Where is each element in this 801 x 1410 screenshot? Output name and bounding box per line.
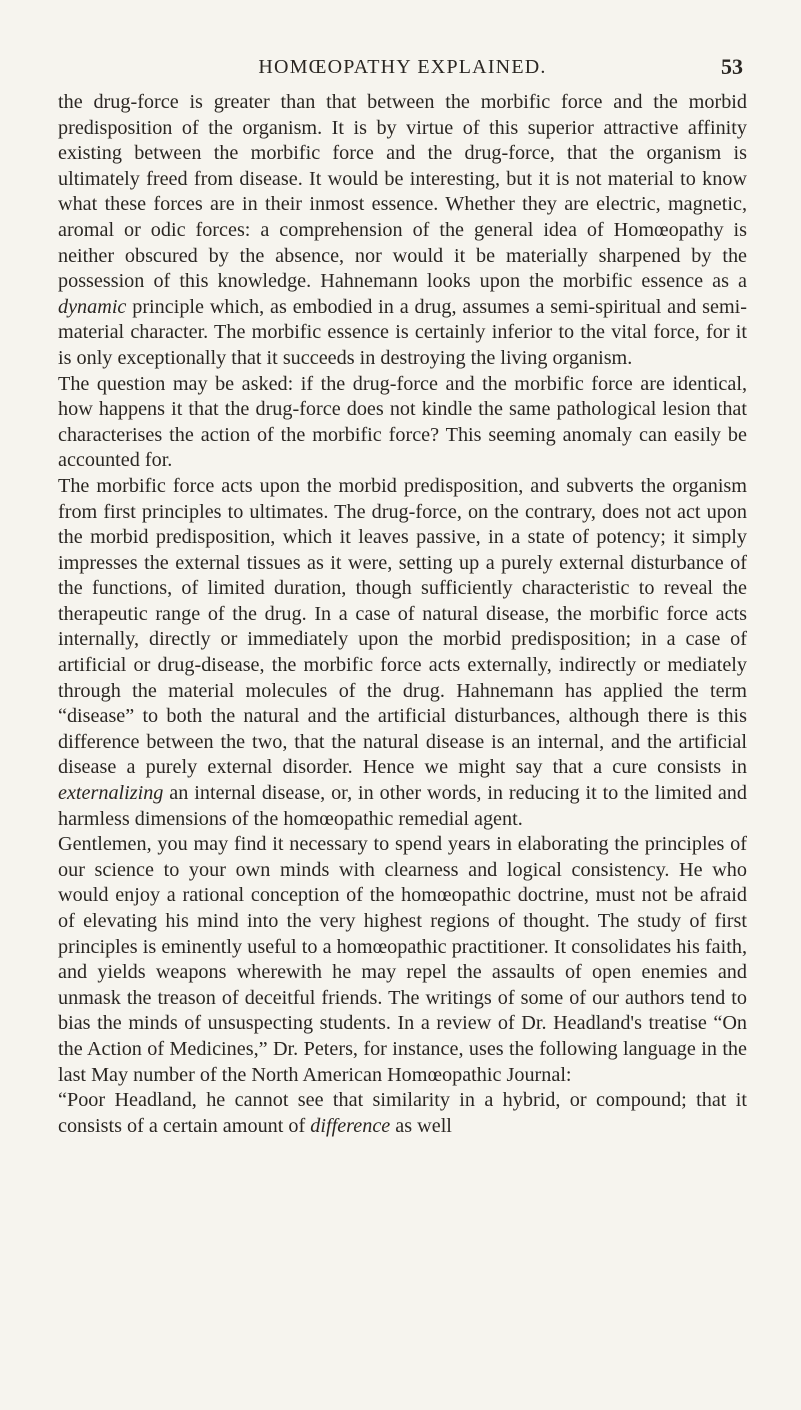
page-number: 53 (721, 54, 743, 79)
text-run: as well (390, 1114, 452, 1137)
text-run: The morbific force acts upon the morbid predisposition, and subverts the organism from first principles to ultimates. The drug-force, on the contrary, does not act upon the morbid predisposition, which it leaves passive, in a state of potency; it simply impresses the external tissues as it were, setting up a purely external disturbance of the functions, of limited duration, though sufficiently characteristic to reveal the therapeutic range of the drug. In a case of natural disease, the morbific force acts internally, directly or immediately upon the morbid predisposition; in a case of artificial or drug-disease, the morbific force acts externally, indirectly or mediately through the material molecules of the drug. Hahnemann has applied the term “disease” to both the natural and the artificial disturbances, although there is this difference between the two, that the natural disease is an internal, and the artificial disease a purely external disorder. Hence we might say that a cure consists in (58, 474, 747, 779)
running-title: HOMŒOPATHY EXPLAINED. (258, 56, 547, 78)
text-run: the drug-force is greater than that between the morbific force and the morbid predisposition of the organism. It is by virtue of this superior attractive affinity existing between the morbific force and the drug-force, that the organism is ultimately freed from disease. It would be interesting, but it is not material to know what these forces are in their inmost essence. Whether they are electric, magnetic, aromal or odic forces: a comprehension of the general idea of Homœopathy is neither obscured by the absence, nor would it be materially sharpened by the possession of this knowledge. Hahnemann looks upon the morbific essence as a (58, 91, 747, 293)
paragraph-4 (58, 832, 747, 1088)
italic-term: dynamic (58, 295, 127, 318)
paragraph-1 (58, 90, 747, 372)
italic-term: difference (310, 1114, 391, 1137)
text-run: an internal disease, or, in other words, in reducing it to the limited and harmless dimensions of the homœopathic remedial agent. (58, 782, 747, 830)
text-run: The question may be asked: if the drug-force and the morbific force are identical, how happens it that the drug-force does not kindle the same pathological lesion that characterises the action of the morbific force? This seeming anomaly can easily be accounted for. (58, 372, 747, 472)
running-head (58, 52, 747, 88)
paragraph-5 (58, 1088, 747, 1139)
text-run: “Poor Headland, he cannot see that similarity in a hybrid, or compound; that it consists of a certain amount of (58, 1089, 747, 1137)
italic-term: externalizing (58, 782, 164, 805)
body-text (58, 90, 747, 1139)
paragraph-2 (58, 372, 747, 474)
text-run: principle which, as embodied in a drug, assumes a semi-spiritual and semi-material character. The morbific essence is certainly inferior to the vital force, for it is only exceptionally that it succeeds in destroying the living organism. (58, 295, 747, 369)
paragraph-3 (58, 474, 747, 832)
text-run: Gentlemen, you may find it necessary to spend years in elaborating the principles of our science to your own minds with clearness and logical consistency. He who would enjoy a rational conception of the homœopathic doctrine, must not be afraid of elevating his mind into the very highest regions of thought. The study of first principles is eminently useful to a homœopathic practitioner. It consolidates his faith, and yields weapons wherewith he may repel the assaults of open enemies and unmask the treason of deceitful friends. The writings of some of our authors tend to bias the minds of unsuspecting students. In a review of Dr. Headland's treatise “On the Action of Medicines,” Dr. Peters, for instance, uses the following language in the last May number of the North American Homœopathic Journal: (58, 833, 747, 1086)
